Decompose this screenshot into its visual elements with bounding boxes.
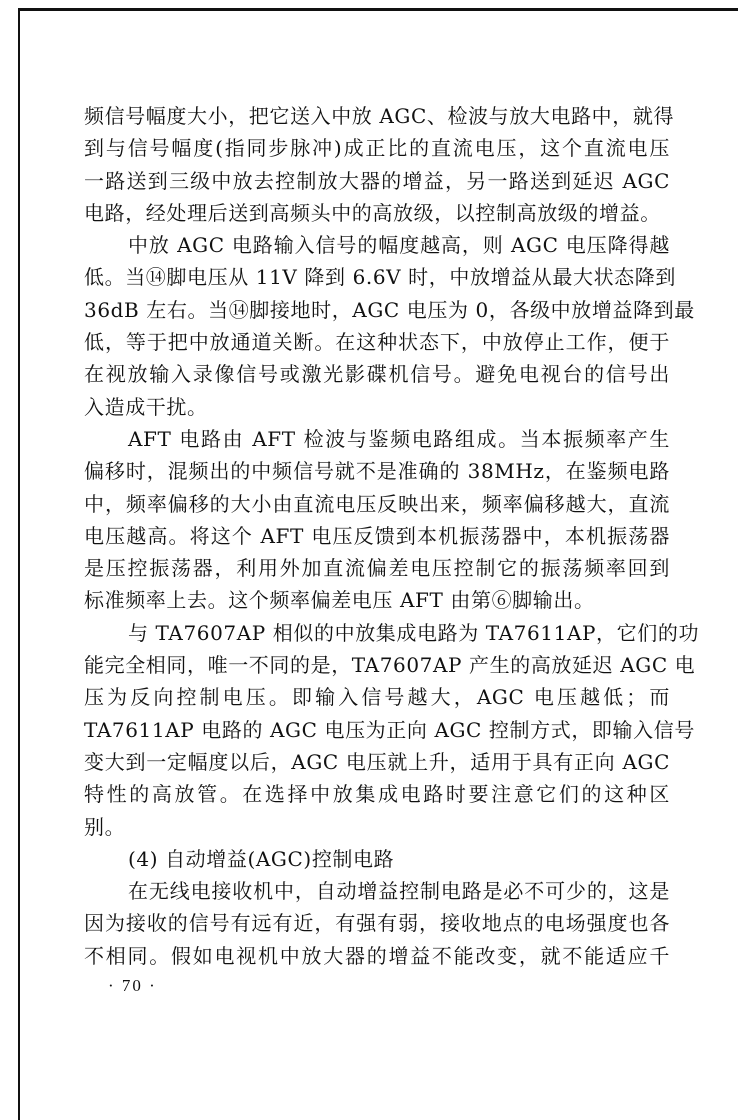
- text-line: 标准频率上去。这个频率偏差电压 AFT 由第⑥脚输出。: [84, 588, 595, 613]
- text-line: 电压越高。将这个 AFT 电压反馈到本机振荡器中，本机振荡器: [84, 523, 670, 548]
- text-line: 36dB 左右。当⑭脚接地时，AGC 电压为 0，各级中放增益降到最: [84, 297, 695, 322]
- text-line: 电路，经处理后送到高频头中的高放级，以控制高放级的增益。: [84, 200, 661, 225]
- text-line: 频信号幅度大小，把它送入中放 AGC、检波与放大电路中，就得: [84, 104, 675, 128]
- text-line: 变大到一定幅度以后，AGC 电压就上升，适用于具有正向 AGC: [84, 749, 670, 774]
- text-line: 偏移时，混频出的中频信号就不是准确的 38MHz，在鉴频电路: [84, 459, 670, 484]
- text-line: 压为反向控制电压。即输入信号越大，AGC 电压越低；而: [84, 685, 670, 710]
- text-line: TA7611AP 电路的 AGC 电压为正向 AGC 控制方式，即输入信号: [84, 717, 695, 742]
- text-line: 低，等于把中放通道关断。在这种状态下，中放停止工作，便于: [84, 330, 670, 355]
- text-line: 特性的高放管。在选择中放集成电路时要注意它们的这种区: [84, 782, 670, 807]
- text-line: 低。当⑭脚电压从 11V 降到 6.6V 时，中放增益从最大状态降到: [84, 265, 676, 290]
- left-border-line: [18, 8, 20, 1120]
- text-line: 入造成干扰。: [84, 394, 208, 419]
- text-line: 到与信号幅度(指同步脉冲)成正比的直流电压，这个直流电压: [84, 136, 670, 161]
- text-line: 中放 AGC 电路输入信号的幅度越高，则 AGC 电压降得越: [128, 233, 670, 258]
- text-line: AFT 电路由 AFT 检波与鉴频电路组成。当本振频率产生: [128, 426, 670, 451]
- text-line: 中，频率偏移的大小由直流电压反映出来，频率偏移越大，直流: [84, 491, 670, 516]
- page-number: · 70 ·: [108, 976, 157, 995]
- text-line: 在无线电接收机中，自动增益控制电路是必不可少的，这是: [128, 879, 670, 904]
- top-border-line: [18, 8, 738, 11]
- text-line: 与 TA7607AP 相似的中放集成电路为 TA7611AP，它们的功: [128, 620, 700, 645]
- section-heading: (4) 自动增益(AGC)控制电路: [128, 846, 395, 871]
- body-text: [84, 100, 700, 972]
- text-line: 能完全相同，唯一不同的是，TA7607AP 产生的高放延迟 AGC 电: [84, 653, 696, 678]
- text-line: 一路送到三级中放去控制放大器的增益，另一路送到延迟 AGC: [84, 168, 670, 193]
- text-line: 别。: [84, 814, 126, 839]
- text-line: 不相同。假如电视机中放大器的增益不能改变，就不能适应千: [84, 943, 670, 968]
- text-line: 是压控振荡器，利用外加直流偏差电压控制它的振荡频率回到: [84, 556, 670, 581]
- text-line: 因为接收的信号有远有近，有强有弱，接收地点的电场强度也各: [84, 911, 670, 936]
- text-line: 在视放输入录像信号或激光影碟机信号。避免电视台的信号出: [84, 362, 670, 387]
